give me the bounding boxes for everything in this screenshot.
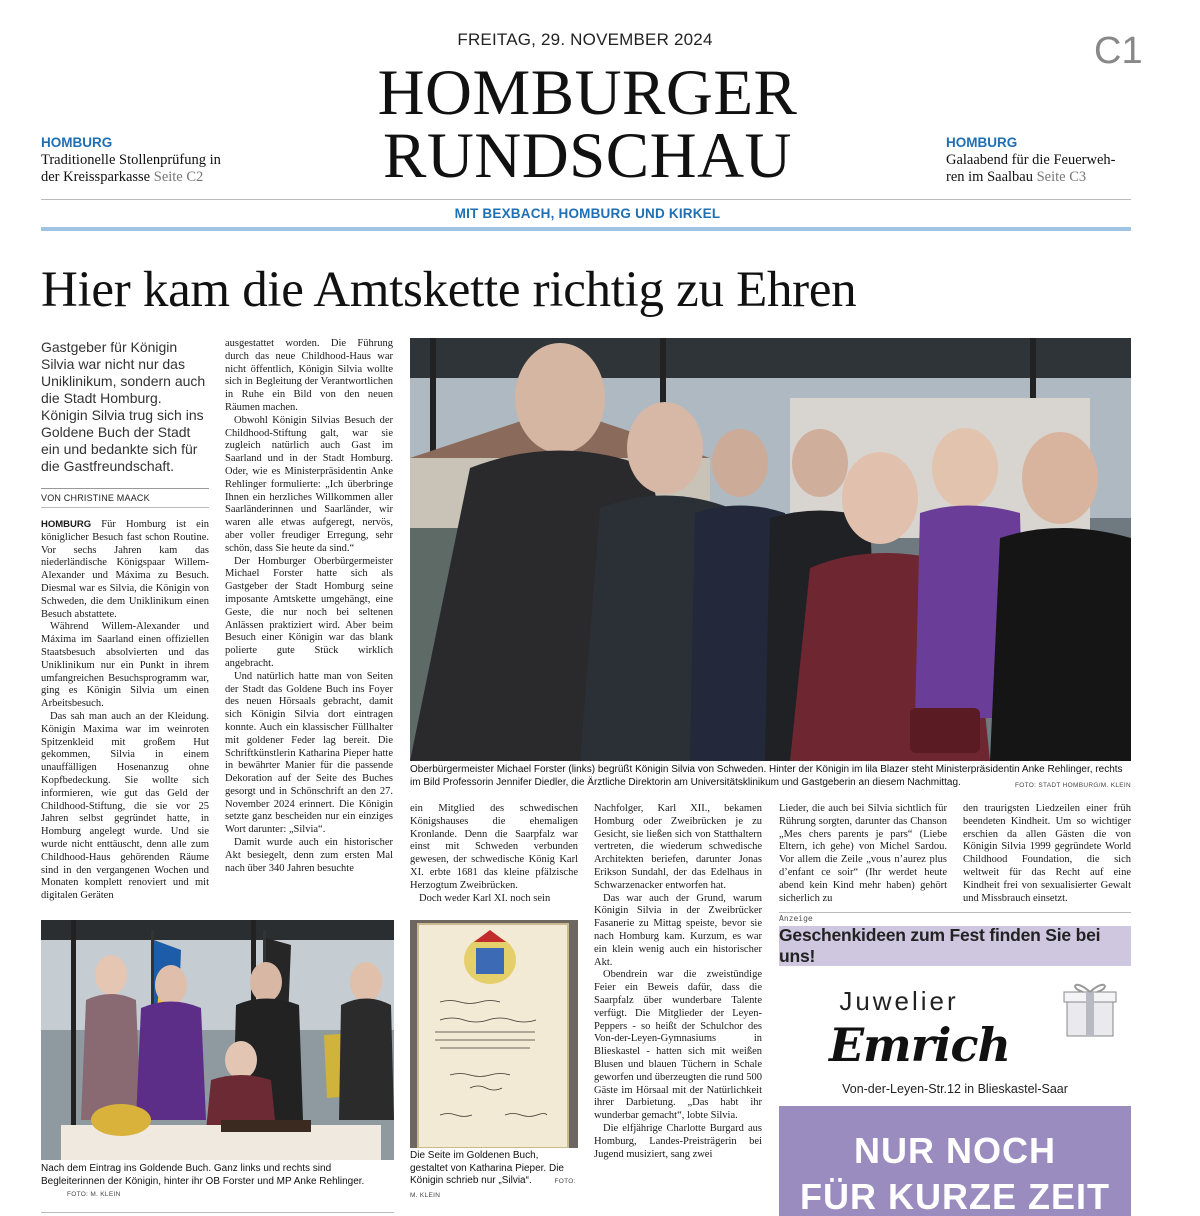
main-photo-credit: FOTO: STADT HOMBURG/M. KLEIN: [1014, 781, 1131, 789]
edition-subline: MIT BEXBACH, HOMBURG UND KIRKEL: [454, 206, 721, 221]
teaser-right-line2: ren im Saalbau: [946, 169, 1033, 185]
ad-brand-top: Juwelier: [839, 986, 959, 1016]
teaser-left[interactable]: [41, 134, 241, 186]
main-photo-caption: Oberbürgermeister Michael Forster (links) begrüßt Königin Silvia von Schweden. Hinter der Königin im lila Blazer steht Ministerpräsidentin Anke Rehlinger, rechts im Bild Professorin Jennifer Diedler, die Ärztliche Direktorin am Universitätsklinikum und Gastgeberin an diesem Nachmittag. FOTO: STADT HOMBURG/M. KLEIN: [410, 764, 1131, 792]
book-photo-caption: Die Seite im Goldenen Buch, gestaltet von Katharina Pieper. Die Königin schrieb nur „Silvia“. FOTO: M. KLEIN: [410, 1150, 576, 1199]
paragraph: ein Mitglied des schwedischen Königshauses die ehemaligen Kronlande. Denn die Saarpfalz war einst mit Schweden verbunden gewesen, der schwedische König Karl XI. erbte 1681 das kleine pfälzische Herzogtum Zweibrücken.: [410, 803, 578, 891]
paragraph: Und natürlich hatte man von Seiten der Stadt das Goldene Buch ins Foyer des neuen Hörsaals gebracht, damit sich Königin Silvia dort eintragen konnte. Auch ein klassischer Füllhalter mit goldener Feder lag bereit. Die Schriftkünstlerin Katharina Pieper hatte in bewährter Manier für die passende Dekoration auf der Seite des Buches gesorgt und in Schönschrift an den 27. November 2024 erinnert. Die Königin setzte ganz bescheiden nur ein einziges Wort darunter: „Silvia“.: [225, 670, 393, 836]
page-code: C1: [1094, 30, 1143, 72]
ad-promo-line1: NUR NOCH: [854, 1130, 1056, 1171]
paragraph: Der Homburger Oberbürgermeister Michael Forster hatte sich als Gastgeber der Stadt Homburg seine imposante Amtskette umgehängt, eine Geste, die nur noch bei seltenen Anlässen praktiziert wird. Aber beim Besuch einer Königin war das blank polierte gute Stück wirklich angebracht.: [225, 555, 393, 669]
teaser-left-rubric: HOMBURG: [41, 135, 113, 150]
gift-box-icon: [1061, 978, 1119, 1038]
byline-rule-bottom: [41, 507, 209, 508]
paragraph: HOMBURG Für Homburg ist ein königlicher Besuch fast schon Routine. Vor sechs Jahren kam das niederländische Königspaar Willem-Alexander und Máxima zu Besuch. Diesmal war es Silvia, die Königin von Schweden, die dem Uniklinikum einen Besuch abstattete.: [41, 519, 209, 620]
golden-book-signing-image: [41, 920, 394, 1160]
main-photo-queen-greeting[interactable]: [410, 338, 1131, 761]
masthead-blue-rule: [41, 227, 1131, 231]
paragraph: Doch weder Karl XI. noch sein: [419, 892, 551, 904]
byline-rule: [41, 488, 209, 489]
article-headline: Hier kam die Amtskette richtig zu Ehren: [41, 262, 857, 318]
book-photo-credit: FOTO: M. KLEIN: [410, 1178, 576, 1199]
teaser-right[interactable]: [946, 134, 1146, 186]
paragraph: Obwohl Königin Silvias Besuch der Childhood-Stiftung galt, war sie zugleich natürlich auch Gast im Saarland und in der Stadt Homburg. Oder, wie es Ministerpräsidentin Anke Rehlinger formulierte: „Ich überbringe Ihnen ein herzliches Willkommen aller Saarländerinnen und Saarländer, wir waren alle etwas aufgeregt, nervös, aber voller freudiger Erregung, sehr schön, dass Sie heute da sind.“: [225, 414, 393, 554]
teaser-left-page: Seite C2: [153, 169, 204, 185]
masthead-divider: [41, 199, 1131, 200]
ad-label: Anzeige: [779, 914, 813, 923]
page-bottom-rule: [41, 1212, 394, 1213]
article-lead: Gastgeber für Königin Silvia war nicht nur das Uniklinikum, sondern auch die Stadt Homburg. Königin Silvia trug sich ins Goldene Buch der Stadt ein und bedankte sich für die Gastfreundschaft.: [41, 339, 206, 474]
article-column-5: [779, 803, 947, 905]
teaser-right-line1: Galaabend für die Feuerweh-: [946, 152, 1116, 168]
masthead-title-line1: HOMBURGER: [377, 57, 798, 129]
teaser-right-page: Seite C3: [1036, 169, 1087, 185]
paragraph: Das war auch der Grund, warum Königin Silvia in der Zweibrücker Fasanerie zu Mittag speiste, bevor sie nach Homburg kam. Kurzum, es war ein klein wenig auch ein historischer Akt.: [594, 892, 762, 968]
ad-brand-main: Emrich: [829, 1018, 1010, 1072]
article-column-3: [410, 803, 578, 906]
main-photo-image: [410, 338, 1131, 761]
ad-address: Von-der-Leyen-Str.12 in Blieskastel-Saar: [842, 1082, 1068, 1096]
article-byline: VON CHRISTINE MAACK: [41, 493, 150, 503]
jeweller-advertisement[interactable]: [779, 926, 1131, 1216]
masthead-title-line2: RUNDSCHAU: [382, 120, 792, 192]
paragraph: Damit wurde auch ein historischer Akt besiegelt, denn zum ersten Mal nach über 340 Jahren besuchte: [225, 837, 393, 874]
teaser-left-line2: der Kreissparkasse: [41, 169, 151, 185]
bottom-photo-caption: Nach dem Eintrag ins Goldende Buch. Ganz links und rechts sind Begleiterinnen der Königin, hinter ihr OB Forster und MP Anke Rehlinger. FOTO: M. KLEIN: [41, 1163, 365, 1198]
article-column-2: [225, 338, 393, 906]
dateline-city: HOMBURG: [41, 519, 92, 530]
paragraph: Nachfolger, Karl XII., bekamen Homburg oder Zweibrücken je zu Gesicht, sie ließen sich von Statthaltern vertreten, die wiederum schwedische Architekten beriefen, darunter Jonas Erikson Sundahl, der das Edelhaus in Schwarzenacker entworfen hat.: [594, 803, 762, 891]
teaser-left-line1: Traditionelle Stollenprüfung in: [41, 152, 221, 168]
ad-headline: Geschenkideen zum Fest finden Sie bei uns!: [779, 926, 1131, 966]
golden-book-page-image: [410, 920, 578, 1148]
paragraph: Lieder, die auch bei Silvia sichtlich für Rührung sorgten, darunter das Chanson „Mes chers parents je pars“ (Liebe Eltern, ich gehe) von Michel Sardou. Vor allem die Zeile „vous n’aurez plus d’enfant ce soir“ (Ihr werdet heute abend kein Kind mehr haben) gehört sicherlich zu: [779, 803, 947, 904]
article-column-1: [41, 519, 209, 906]
ad-promo-panel: [779, 1106, 1131, 1216]
golden-book-page-photo[interactable]: [410, 920, 578, 1148]
paragraph: Das sah man auch an der Kleidung. Königin Maxima war im weinroten Spitzenkleid mit großem Hut gekommen, Silvia in einem unauffälligen Hosenanzug ohne Kopfbedeckung. Sie wollte sich informieren, wie gut das Geld der Childhood-Stiftung, die sie vor 25 Jahren selbst gegründet hatte, in Homburg angelegt wurde. Und sie wurde nicht enttäuscht, denn alle zum Childhood-Haus gehörenden Räume sind in den vergangenen Wochen und Monaten komplett renoviert und mit digitalen Geräten: [41, 710, 209, 902]
teaser-right-rubric: HOMBURG: [946, 135, 1018, 150]
golden-book-signing-photo[interactable]: [41, 920, 394, 1160]
paragraph: Obendrein war die zweistündige Feier ein Beweis dafür, dass die Saarpfalz über wunderbare Talente verfügt. Die Mitglieder der Leyen-Peppers - so heißt der Schulchor des Von-der-Leyen-Gymnasiums in Blieskastel - hatten sich mit weißen Blusen und blauen Tüchern in Schale geworfen und überzeugten die rund 500 Gäste im Hörsaal mit der Natürlichkeit ihrer Darbietung. „Das habt ihr wunderbar gemacht“, lobte Silvia.: [594, 969, 762, 1122]
article-column-4: [594, 803, 762, 1188]
paragraph: den traurigsten Liedzeilen einer früh beendeten Kindheit. Um so wichtiger erschien da allen Gästen die von Königin Silvia 1999 gegründete World Childhood Foundation, die sich weltweit für das Recht auf eine Kindheit frei von sexualisierter Gewalt und Missbrauch einsetzt.: [963, 803, 1131, 904]
ad-promo-line2: FÜR KURZE ZEIT: [800, 1176, 1110, 1216]
ad-brand-panel: [779, 966, 1131, 1106]
ad-divider: [779, 912, 1131, 913]
issue-date: FREITAG, 29. NOVEMBER 2024: [457, 30, 713, 49]
paragraph: Während Willem-Alexander und Máxima im Saarland einen offiziellen Staatsbesuch absolvierten und das Uniklinikum nur ein Punkt in ihrem umfangreichen Besuchsprogramm war, ging es Königin Silvia um einen Arbeitsbesuch.: [41, 621, 209, 710]
paragraph: Die elfjährige Charlotte Burgard aus Homburg, Landes-Preisträgerin bei Jugend musiziert, sang zwei: [594, 1122, 762, 1160]
article-column-6: [963, 803, 1131, 905]
bottom-photo-credit: FOTO: M. KLEIN: [67, 1191, 121, 1198]
paragraph: ausgestattet worden. Die Führung durch das neue Childhood-Haus war nicht öffentlich, Königin Silvia wollte sich in Begleitung der Verantwortlichen in Ruhe ein Bild von den neuen Räumen machen.: [225, 338, 393, 413]
